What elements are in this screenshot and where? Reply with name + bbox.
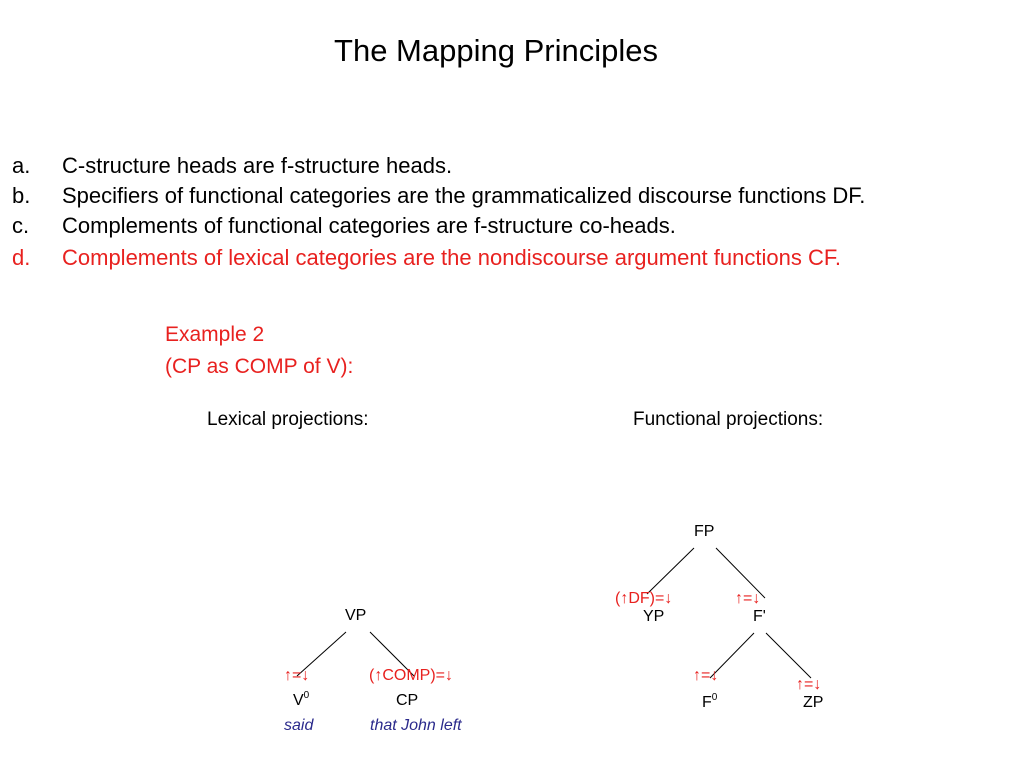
fp-node: FP (694, 523, 715, 540)
yp-node: YP (643, 608, 665, 625)
lexical-heading: Lexical projections: (207, 409, 369, 430)
zp-node: ZP (803, 694, 824, 711)
v0-node: $V^0$ (293, 689, 310, 709)
principle-letter: d. (12, 245, 31, 270)
f0-head-annotation: ↑=↓ (693, 667, 719, 684)
f0-node: $F^0$ (702, 691, 718, 711)
cp-node: CP (396, 692, 419, 709)
vp-node: VP (345, 607, 367, 624)
v-head-annotation: ↑=↓ (284, 667, 310, 684)
principle-letter: b. (12, 183, 31, 208)
fp-left-branch (647, 548, 694, 594)
principle-text: C-structure heads are f-structure heads. (62, 153, 453, 178)
fbar-head-annotation: ↑=↓ (735, 590, 761, 607)
zp-cohead-annotation: ↑=↓ (796, 676, 822, 693)
principle-text: Complements of functional categories are f-structure co-heads. (62, 213, 676, 238)
cp-gloss: that John left (370, 717, 462, 734)
principle-text: Complements of lexical categories are the nondiscourse argument functions CF. (62, 245, 841, 270)
example-title: Example 2 (165, 323, 265, 346)
v0-gloss: said (284, 717, 314, 734)
page-title: The Mapping Principles (334, 33, 658, 68)
principle-text: Specifiers of functional categories are the grammaticalized discourse functions DF. (62, 183, 866, 208)
spec-df-annotation: (↑DF)=↓ (615, 590, 673, 607)
principle-letter: a. (12, 153, 31, 178)
fbar-node: F' (753, 608, 766, 625)
cp-comp-annotation: (↑COMP)=↓ (369, 667, 453, 684)
fbar-right-branch (766, 633, 811, 678)
example-subtitle: (CP as COMP of V): (165, 355, 354, 378)
functional-heading: Functional projections: (633, 409, 824, 430)
principle-letter: c. (12, 213, 30, 238)
